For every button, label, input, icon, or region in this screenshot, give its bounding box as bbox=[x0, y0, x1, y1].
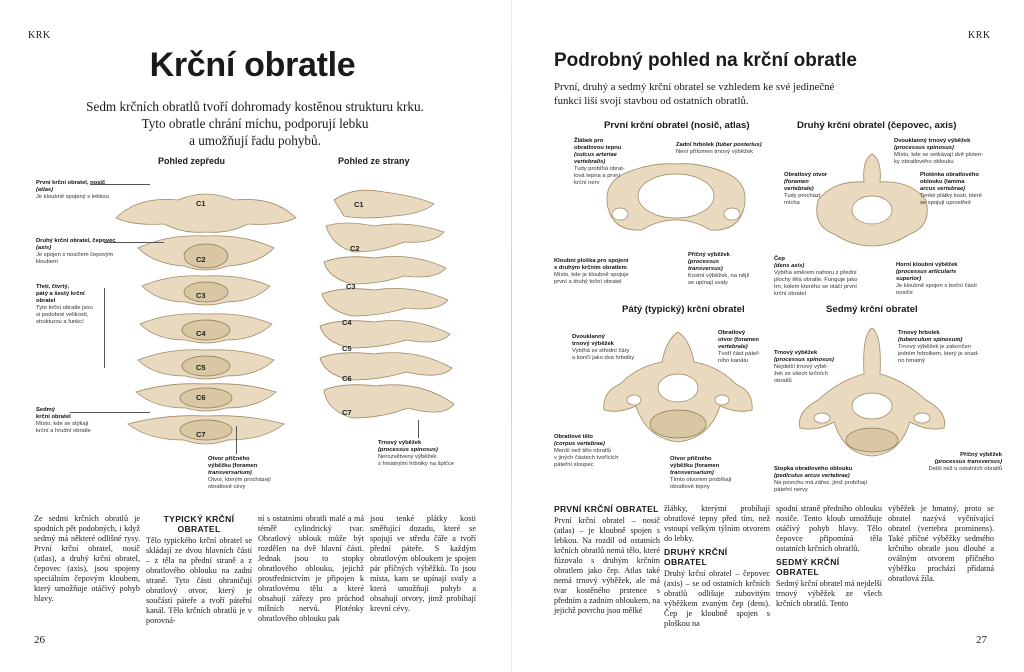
ann-title: Obratlové tělo bbox=[554, 434, 593, 440]
ann-title: Zadní hrbolek bbox=[676, 142, 715, 148]
ann-text: lová tepna a první bbox=[574, 173, 621, 179]
leader-line bbox=[104, 288, 105, 368]
ann-text: žek ze všech krčních bbox=[774, 371, 828, 377]
label-front-c4: C4 bbox=[196, 329, 206, 338]
annotation-axis-lamina bbox=[920, 172, 1006, 207]
ann-title: Horní kloubní výběžek bbox=[896, 262, 958, 268]
ann-text: mícha bbox=[784, 200, 800, 206]
ann-text: Tenké plátky kosti, které bbox=[920, 193, 982, 199]
page-title-right: Podrobný pohled na krční obratle bbox=[554, 50, 857, 71]
label-side-c2: C2 bbox=[350, 244, 360, 253]
ann-sub: (dens axis) bbox=[774, 263, 805, 269]
ann-text: Na povrchu má zářez, jímž probíhají bbox=[774, 480, 868, 486]
label-side-c1: C1 bbox=[354, 200, 364, 209]
intro-line: a umožňují řadu pohybů. bbox=[189, 133, 321, 148]
ann-sub: (tuber posterius) bbox=[715, 142, 762, 148]
label-side-c5: C5 bbox=[342, 344, 352, 353]
ann-text: ky obratlového oblouku bbox=[894, 159, 954, 165]
ann-title: Obratlový otvor bbox=[784, 172, 828, 178]
ann-sub: (sulcus arteriae bbox=[574, 152, 617, 158]
ann-title: Stopka obratlového oblouku bbox=[774, 466, 853, 472]
ann-title: Otvor příčného bbox=[670, 456, 712, 462]
ann-sub: (pediculus arcus vertebrae) bbox=[774, 473, 850, 479]
ann-text: Je kloubně spojen s boční částí bbox=[896, 283, 977, 289]
label-front-c2: C2 bbox=[196, 255, 206, 264]
ann-text: Kostní výběžek, na nějž bbox=[688, 273, 750, 279]
fig-title-atlas: První krční obratel (nosič, atlas) bbox=[604, 120, 750, 131]
ann-text: jedním hrbolkem, který je snad- bbox=[898, 351, 979, 357]
ann-text: Trnový výběžek je zakončen bbox=[898, 344, 971, 350]
ann-text: Místo, kde je kloubně spojuje bbox=[554, 272, 629, 278]
ann-text: strukturou a funkcí bbox=[36, 319, 84, 325]
label-side-c7: C7 bbox=[342, 408, 352, 417]
leader-line bbox=[70, 412, 150, 413]
ann-title: s druhým krčním obratlem bbox=[554, 265, 627, 271]
intro-line: funkci liší svojí stavbou od ostatních obratlů. bbox=[554, 95, 749, 107]
annotation-c7-transverse bbox=[902, 452, 1002, 473]
leader-line bbox=[236, 426, 237, 454]
ann-title: Třetí, čtvrtý, bbox=[36, 284, 70, 290]
ann-text: Menší než tělo obratlů bbox=[554, 448, 612, 454]
ann-text: v jiných částech tvořících bbox=[554, 455, 619, 461]
intro-right bbox=[554, 80, 974, 108]
ann-sub: (atlas) bbox=[36, 187, 54, 193]
ann-title: transversarium) bbox=[208, 470, 252, 476]
ann-text: si podobné velikostí, bbox=[36, 312, 89, 318]
annotation-axis-dens bbox=[774, 256, 874, 298]
ann-sub: vertebralis) bbox=[574, 159, 606, 165]
ann-sub: (tuberculum spinosum) bbox=[898, 337, 963, 343]
ann-text: Je spojen s nosičem čepovým bbox=[36, 252, 114, 258]
annotation-c5-body bbox=[554, 434, 640, 469]
label-side-c6: C6 bbox=[342, 374, 352, 383]
ann-title: arcus vertebrae) bbox=[920, 186, 966, 192]
ann-title: Příčný výběžek bbox=[960, 452, 1002, 458]
body-column-r4: výběžek je hmatný, proto se obratel nazývá vyčnívající obratel (vertebra prominens). Také příčné výběžky sedmého krčního obratle jsou dlouhé a oválným otvorem příčného výběžku prochází přídatná obratlová žíla. bbox=[888, 504, 994, 583]
intro-left bbox=[40, 98, 470, 149]
ann-text: Vybíhá ze střední čáry bbox=[572, 348, 630, 354]
ann-text: krční nerv bbox=[574, 180, 600, 186]
body-column-3: ní s ostatními obratli malé a má téměř cylindrický tvar. Obratlový oblouk může být rozdělen na dvě hlavní části. Jednak jsou to stopky obratlového oblouku, jejichž prostřednictvím je připojen k obratlovému tělu a které obsahují zářezy pro průchod míšních nervů. Ploténky obratlového oblouku pak bbox=[258, 514, 364, 623]
ann-text: Nejdelší trnový výbě- bbox=[774, 364, 829, 370]
ann-title: oblouku (lamina bbox=[920, 179, 965, 185]
ann-title: Příčný výběžek bbox=[688, 252, 730, 258]
view-side-heading: Pohled ze strany bbox=[338, 156, 410, 166]
column-text: žlábky, kterými probíhají obratlové tepny před tím, než vstoupí velkým týlním otvorem do lebky. bbox=[664, 504, 770, 543]
ann-title: Dvouklanný bbox=[572, 334, 605, 340]
fig-title-c7: Sedmý krční obratel bbox=[826, 304, 918, 315]
ann-text: páteřní sloupec bbox=[554, 462, 594, 468]
leader-line bbox=[418, 420, 419, 438]
ann-text: Je kloubně spojený s lebkou bbox=[36, 194, 109, 200]
ann-sub: (processus transversus) bbox=[934, 459, 1002, 465]
body-column-4: jsou tenké plátky kosti směřující dozadu, které se spojují ve středu čáře a tvoří přední páteře. S každým obratlovým obloukem je spojen pár příčných výběžků. To jsou místa, kam se upínají svaly a která umožňují pohyb a obsahují otvory, jimž probíhají krevní cévy. bbox=[370, 514, 476, 613]
annotation-atlas-facet bbox=[554, 258, 644, 286]
ann-text: Nerozvětvený výběžek bbox=[378, 454, 437, 460]
ann-title: Otvor příčného bbox=[208, 456, 250, 462]
intro-line: Sedm krčních obratlů tvoří dohromady kostěnou strukturu krku. bbox=[86, 99, 424, 114]
ann-text: Tudy probíhá obrat- bbox=[574, 166, 625, 172]
ann-sub: (processus spinosus) bbox=[378, 447, 438, 453]
column-text: Druhý krční obratel – čepovec (axis) – se od ostatních krčních obratlů odlišuje zubovitým výběžkem zvaným čep (dens). Čep je kloubně spojen s ploškou na bbox=[664, 569, 770, 628]
ann-text: se upínají svaly bbox=[688, 280, 728, 286]
ann-text: s hmatnými hrbolky na špičce bbox=[378, 461, 455, 467]
ann-title: výběžku (foramen bbox=[208, 463, 258, 469]
ann-title: První krční obratel, nosič bbox=[36, 180, 106, 186]
ann-title: Trnový výběžek bbox=[774, 350, 818, 356]
ann-text: a končí jako dva hrbolky bbox=[572, 355, 635, 361]
annotation-c7-spinous bbox=[774, 350, 844, 385]
ann-title: Žlábek pro bbox=[574, 138, 604, 144]
ann-text: Místo, kde se stýkají bbox=[36, 421, 89, 427]
ann-text: se spojují uprostřed bbox=[920, 200, 971, 206]
ann-text: obratlové cévy bbox=[208, 484, 246, 490]
ann-text: Vybíhá směrem nahoru z přední bbox=[774, 270, 857, 276]
ann-sub: superior) bbox=[896, 276, 922, 282]
annotation-spinous bbox=[378, 440, 488, 468]
spine-front-illustration bbox=[108, 178, 304, 450]
ann-title: výběžku (foramen bbox=[670, 463, 720, 469]
leader-line bbox=[90, 184, 150, 185]
column-text: Tělo typického krční obratel se skládají ze dvou hlavních částí – z těla na přední straně a z obratlového oblouku na zadní straně. Tyto části ohraničují obratlový otvor, který je součástí páteře a tvoří páteřní kanál. Tělo krčních obratlů je v porovná- bbox=[146, 536, 252, 625]
ann-text: Delší než u ostatních obratlů bbox=[928, 466, 1002, 472]
annotation-atlas-posterior bbox=[676, 142, 776, 156]
body-column-2 bbox=[146, 514, 252, 626]
ann-title: trnový výběžek bbox=[572, 341, 614, 347]
ann-title: Druhý krční obratel, čepovec bbox=[36, 238, 116, 244]
section-heading: TYPICKÝ KRČNÍ bbox=[163, 514, 235, 524]
column-text: První krční obratel – nosič (atlas) – je kloubně spojen s lebkou. Na rozdíl od ostatních krčních obratlů nemá tělo, které fúzovalo s druhým krčním obratlem jako čep. Atlas také nemá trnový výběžek, ale má tvar kostěného prstence s předním a zadním obloukem, na jejichž povrchu jsou mělké bbox=[554, 516, 660, 615]
ann-text: páteřní nervy bbox=[774, 487, 808, 493]
annotation-foramen bbox=[208, 456, 298, 491]
section-heading: PRVNÍ KRČNÍ OBRATEL bbox=[554, 504, 659, 514]
label-front-c6: C6 bbox=[196, 393, 206, 402]
page-title-left: Krční obratle bbox=[149, 46, 356, 84]
annotation-atlas-transverse bbox=[688, 252, 768, 287]
intro-line: Tyto obratle chrání míchu, podporují lebku bbox=[141, 116, 369, 131]
ann-text: Není přítomen trnový výběžek bbox=[676, 149, 754, 155]
label-side-c3: C3 bbox=[346, 282, 356, 291]
ann-title: obratel bbox=[36, 298, 56, 304]
ann-sub: (axis) bbox=[36, 245, 52, 251]
section-heading: SEDMÝ KRČNÍ OBRATEL bbox=[776, 557, 840, 577]
ann-text: Otvor, kterým procházejí bbox=[208, 477, 271, 483]
ann-text: Místo, kde se setkávají dvě ploten- bbox=[894, 152, 984, 158]
ann-title: Ploténka obratlového bbox=[920, 172, 979, 178]
page-number-right: 27 bbox=[976, 634, 987, 646]
ann-sub: (processus spinosus) bbox=[894, 145, 954, 151]
body-column-1: Ze sedmi krčních obratlů je spodních pět podobných, i když sedmý má některé odlišné rysy. První krční obratel, nosič (atlas), a druhý krční obratel, čepovec (axis), jsou spojeny speciálním čepovým kloubem, který umožňuje otáčivý pohyb hlavy. bbox=[34, 514, 140, 603]
annotation-c5-foramen bbox=[718, 330, 778, 365]
column-text: Sedmý krční obratel má nejdelší trnový výběžek ze všech krčních obratlů. Tento bbox=[776, 579, 882, 608]
ann-title: obratlovou tepnu bbox=[574, 145, 622, 151]
annotation-c7-pedicle bbox=[774, 466, 890, 494]
header-tag-left: KRK bbox=[28, 30, 51, 41]
ann-text: krční obratel bbox=[774, 291, 806, 297]
ann-sub: transversus) bbox=[688, 266, 723, 272]
ann-title: Čep bbox=[774, 256, 785, 262]
ann-text: Tudy prochází bbox=[784, 193, 821, 199]
annotation-axis-bifid bbox=[894, 138, 1004, 166]
body-column-r1 bbox=[554, 504, 660, 616]
ann-title: vertebrale) bbox=[718, 344, 748, 350]
ann-title: Trnový výběžek bbox=[378, 440, 422, 446]
body-column-r2 bbox=[664, 504, 770, 629]
annotation-c5-transversarium bbox=[670, 456, 760, 491]
ann-text: ního kanálu bbox=[718, 358, 748, 364]
fig-title-c5: Pátý (typický) krční obratel bbox=[622, 304, 745, 315]
ann-text: Tyto krční obratle jsou bbox=[36, 305, 93, 311]
ann-sub: (corpus vertebrae) bbox=[554, 441, 605, 447]
page-gutter bbox=[511, 0, 512, 672]
ann-title: Trnový hrbolek bbox=[898, 330, 940, 336]
ann-sub: (processus articularis bbox=[896, 269, 957, 275]
ann-sub: (foramen bbox=[784, 179, 809, 185]
ann-sub: (processus spinosus) bbox=[774, 357, 834, 363]
ann-text: trn, kolem kterého se otáčí první bbox=[774, 284, 857, 290]
label-side-c4: C4 bbox=[342, 318, 352, 327]
label-front-c3: C3 bbox=[196, 291, 206, 300]
ann-text: nosiče bbox=[896, 290, 913, 296]
leader-line bbox=[104, 242, 164, 243]
ann-title: pátý a šestý krční bbox=[36, 291, 85, 297]
ann-title: transversarium) bbox=[670, 470, 714, 476]
intro-line: První, druhý a sedmý krční obratel se vzhledem ke své jedinečné bbox=[554, 81, 835, 93]
ann-title: otvor (foramen bbox=[718, 337, 759, 343]
annotation-atlas-groove bbox=[574, 138, 638, 187]
page-number-left: 26 bbox=[34, 634, 45, 646]
ann-title: Sedmý bbox=[36, 407, 56, 413]
ann-text: Tvoří část páteř- bbox=[718, 351, 761, 357]
column-text: spodní straně předního oblouku nosiče. Tento kloub umožňuje otáčivý pohyb hlavy. Tělo čepovce připomíná těla ostatních krčních obratlů. bbox=[776, 504, 882, 553]
ann-title: Kloubní ploška pro spojení bbox=[554, 258, 629, 264]
header-tag-right: KRK bbox=[968, 30, 991, 41]
ann-text: kloubem bbox=[36, 259, 58, 265]
ann-text: obratlové tepny bbox=[670, 484, 710, 490]
label-front-c1: C1 bbox=[196, 199, 206, 208]
annotation-c5-bifid bbox=[572, 334, 642, 362]
annotation-axis-foramen bbox=[784, 172, 838, 207]
ann-title: krční obratel bbox=[36, 414, 71, 420]
spine-side-illustration bbox=[304, 186, 454, 436]
ann-title: Obratlový bbox=[718, 330, 746, 336]
fig-title-axis: Druhý krční obratel (čepovec, axis) bbox=[797, 120, 957, 131]
section-heading: DRUHÝ KRČNÍ OBRATEL bbox=[664, 547, 728, 567]
section-heading: OBRATEL bbox=[177, 524, 221, 534]
view-front-heading: Pohled zepředu bbox=[158, 156, 226, 166]
label-front-c7: C7 bbox=[196, 430, 206, 439]
ann-text: první a druhý krční obratel bbox=[554, 279, 622, 285]
annotation-axis-superior bbox=[896, 262, 996, 297]
ann-text: plochy těla obratle. Funguje jako bbox=[774, 277, 858, 283]
ann-title: Dvouklanný trnový výběžek bbox=[894, 138, 971, 144]
ann-text: obratlů bbox=[774, 378, 792, 384]
ann-text: krční a hrudní obratle bbox=[36, 428, 91, 434]
ann-text: no hmatný bbox=[898, 358, 926, 364]
ann-sub: (processus bbox=[688, 259, 719, 265]
label-front-c5: C5 bbox=[196, 363, 206, 372]
ann-sub: vertebrale) bbox=[784, 186, 814, 192]
ann-text: Tímto otvorem probíhají bbox=[670, 477, 732, 483]
annotation-mid bbox=[36, 284, 106, 326]
body-column-r3 bbox=[776, 504, 882, 609]
annotation-c7-tubercle bbox=[898, 330, 998, 365]
